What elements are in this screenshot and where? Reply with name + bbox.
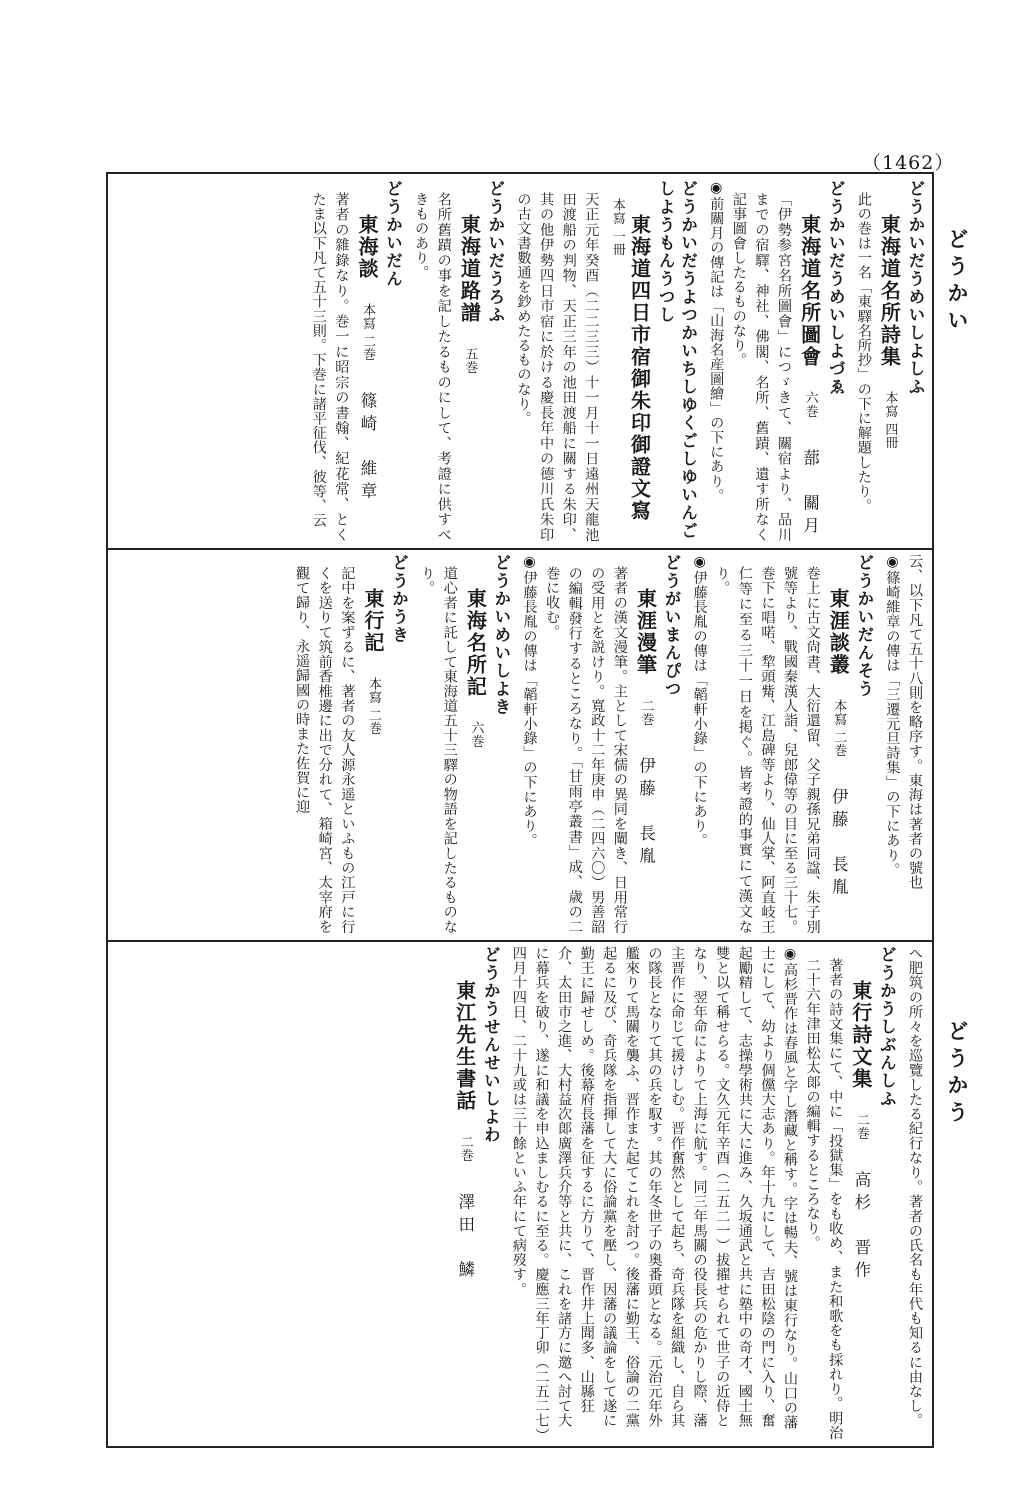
- entry-title: 東江先生書話: [452, 980, 477, 1112]
- entry-meta: 本寫 四冊: [882, 390, 898, 450]
- entry-title-line: [827, 554, 850, 934]
- entry-title: 東海道四日市宿御朱印御證文寫: [627, 214, 652, 522]
- section-top: [114, 180, 926, 542]
- entry-author: 伊藤 長胤: [829, 787, 849, 901]
- entry: [881, 554, 926, 934]
- entry-title-line: [798, 180, 821, 542]
- entry-body: 云、以下凡て五十八則を略序す。東海は著者の號也: [907, 554, 923, 890]
- entry-body: 著者の雜錄なり。巻一に昭宗の書翰、紀花常、とくたま以下凡て五十三則。下巻に諸平征伐、彼等、云: [310, 192, 350, 542]
- gutter-label-bottom: どうかう: [945, 1020, 970, 1128]
- entry: [410, 180, 506, 542]
- entry-author: 篠崎 維章: [357, 391, 377, 505]
- entry: [903, 946, 926, 1440]
- entry-body: 名所舊蹟の事を記したるものにして、考證に供すべきものあり。: [413, 192, 452, 542]
- entry-heading: どうかうき: [389, 554, 409, 644]
- entry-body: 道心者に託して東海道五十三驛の物語を記したるものなり。: [419, 566, 458, 934]
- entry: [518, 554, 682, 934]
- entry: [416, 554, 512, 934]
- entry-heading: どうかいだん: [383, 180, 403, 288]
- entry-meta: 六巻: [468, 720, 484, 748]
- entry-title-line: [361, 554, 384, 934]
- section-middle: [114, 554, 926, 934]
- entry-title: 東行詩文集: [848, 980, 873, 1090]
- entry-author: 澤田 鱗: [455, 1192, 475, 1283]
- entry-heading: どうかうせんせいしよわ: [481, 946, 501, 1144]
- entry-heading: どうがいまんぴつ: [662, 554, 682, 698]
- entry-title-line: [464, 554, 487, 934]
- entry-note: ◉伊藤長胤の傳は「韜軒小錄」の下にあり。: [691, 554, 708, 848]
- entry-body: 天正元年癸酉（二二三三）十一月十一日遠州天龍池田渡船の判物、天正三年の池田渡船に關する朱印、其の他伊勢四日市宿に於ける慶長年中の德川氏朱印の古文書數通を鈔めたるものなり。: [515, 192, 600, 542]
- entry-title: 東海名所記: [463, 588, 488, 698]
- entry: [512, 180, 699, 542]
- entry-meta: 本寫 二巻: [831, 698, 847, 758]
- entry-title-line: [878, 180, 901, 542]
- entry-body: 此の巻は一名「東驛名所抄」の下に解題したり。: [855, 192, 872, 514]
- entry-note: ◉篠崎維章の傳は「三遷元旦詩集」の下にあり。: [884, 554, 901, 877]
- entry-heading: どうかいだうめいしよしふ: [906, 180, 925, 396]
- entry-body: 記中を案ずるに、著者の友人源永遥といふもの江戸に行くを送りて筑前香椎邊に出で分れて、箱崎宮、太宰府を觀て歸り、永遥歸國の時また佐賀に迎: [294, 566, 356, 934]
- entry-note: ◉高杉晋作は春風と字し潛藏と稱す。字は暢夫、號は東行なり。山口の藩士にして、幼より倜儻大志あり。年十九にして、吉田松陰の門に入り、奮起勵精して、志操學術共に大に進み、久坂通武と共に塾中の奇才、國士無雙と以て稱せらる。文久元年辛酉（二五二一）拔擢せられて世子の近侍となり、翌年命によりて上海に航す。同三年馬關の役長兵の危かりし際、藩主晋作に命じて援けしむ。晋作奮然として起ち、奇兵隊を組織し、自ら其の隊長となりて其の兵を馭す。其の年冬世子の奧番頭となる。元治元年外艦來りて馬關を襲ふ、晋作また起てこれを討つ。後藩に勤王、俗論の二黨起るに及び、奇兵隊を指揮して大に俗論黨を壓し、因藩の議論をして遂に勤王に歸せしめ。後幕府長藩を征するに方りて、晋作井上聞多、山縣狂介、太田市之進、大村益次郞廣澤兵介等と共に、これを諸方に邀へ討て大に幕兵を破り、遂に和議を申込ましむるに至る。慶應三年丁卯（二五二七）四月十四日、二十九或は三十餘といふ年にて病歿す。: [510, 946, 799, 1436]
- entry-meta: 本寫 二巻: [359, 302, 375, 362]
- entry-note: ◉前關月の傳記は「山海名産圖繪」の下にあり。: [708, 180, 725, 503]
- entry-title-line: [849, 946, 872, 1440]
- entry-meta: 本寫 二巻: [365, 676, 381, 736]
- entry-heading: どうかいだうめいしよづゑ: [826, 180, 846, 396]
- divider-middle-bottom: [106, 940, 934, 942]
- entry-author: 高杉 晋作: [851, 1170, 871, 1284]
- entry-body: 「伊勢参宮名所圖會」につゞきて、關宿より、品川までの宿驛、神社、佛閣、名所、舊蹟、遺す所なく記事圖會したるものなり。: [730, 192, 793, 542]
- entry-title-line: [605, 180, 650, 542]
- entry-meta: 二巻: [457, 1134, 473, 1162]
- entry-meta: 二巻: [853, 1112, 869, 1140]
- entry: [705, 180, 847, 542]
- entry-meta: 六巻: [802, 390, 818, 418]
- entry-meta: 二巻: [638, 698, 654, 726]
- entry-title: 東涯漫筆: [633, 588, 658, 676]
- entry-title-line: [453, 946, 476, 1440]
- entry: [307, 180, 403, 542]
- entry: [852, 180, 926, 542]
- entry-body: 巻上に古文尙書、大衍還留、父子親孫兄弟同諡、朱子別號等より、戰國秦漢人詣、兒郎偉等の目に至る三十七。巻下に唱喏、犂頭觜、江島碑等より、仙人掌、阿直岐王仁等に至る三十一日を掲ぐ。皆考證的事實にて漢文なり。: [714, 566, 821, 934]
- entry-body: へ肥筑の所々を巡覽したる紀行なり。著者の氏名も年代も知るに由なし。: [907, 946, 923, 1428]
- entry-author: 伊藤 長胤: [636, 756, 656, 870]
- entry: [453, 946, 501, 1440]
- page-number: （1462）: [862, 152, 955, 174]
- entry-title: 東行記: [360, 588, 385, 654]
- gutter-label-top: どうかい: [945, 228, 970, 336]
- entry-title-line: [355, 180, 378, 542]
- entry: [507, 946, 897, 1440]
- entry: [688, 554, 875, 934]
- entry-title: 東海道路譜: [457, 214, 482, 324]
- entry: [291, 554, 410, 934]
- entry-author: 蔀 關月: [800, 448, 820, 539]
- entry-meta: 本寫 一冊: [609, 198, 625, 257]
- entry-title: 東海道名所圖會: [797, 214, 822, 368]
- entry-meta: 五巻: [462, 346, 478, 374]
- entry-title: 東涯談叢: [826, 588, 851, 676]
- entry-title-line: [634, 554, 657, 934]
- entry-heading: どうかいだんそう: [854, 554, 874, 698]
- entry-heading: どうかいめいしよき: [491, 554, 511, 716]
- entry-body: 著者の詩文集にて、中に「投獄集」をも收め、また和歌をも採れり。明治二十六年津田松太郞の編輯するところなり。: [804, 958, 844, 1440]
- entry-title: 東海道名所詩集: [877, 214, 902, 368]
- divider-top-middle: [106, 548, 934, 550]
- entry-heading: どうかいだうろふ: [485, 180, 505, 324]
- entry-body: 著者の漢文漫筆。主として宋儒の異同を闡き、日用常行の受用とを説けり。寬政十二年庚申（二四六〇）男善韶の編輯發行するところなり。「甘雨亭叢書」成、歳の二巻に收む。: [544, 566, 628, 934]
- entry-note: ◉伊藤長胤の傳は「韜軒小錄」の下にあり。: [521, 554, 538, 848]
- entry-heading: どうかうしぶんしふ: [877, 946, 897, 1108]
- entry-heading: どうかいだうよつかいちしゆくごしゆいんごしようもんうつし: [656, 180, 698, 540]
- entry-title: 東海談: [354, 214, 379, 280]
- entry-title-line: [458, 180, 481, 542]
- section-bottom: [114, 946, 926, 1440]
